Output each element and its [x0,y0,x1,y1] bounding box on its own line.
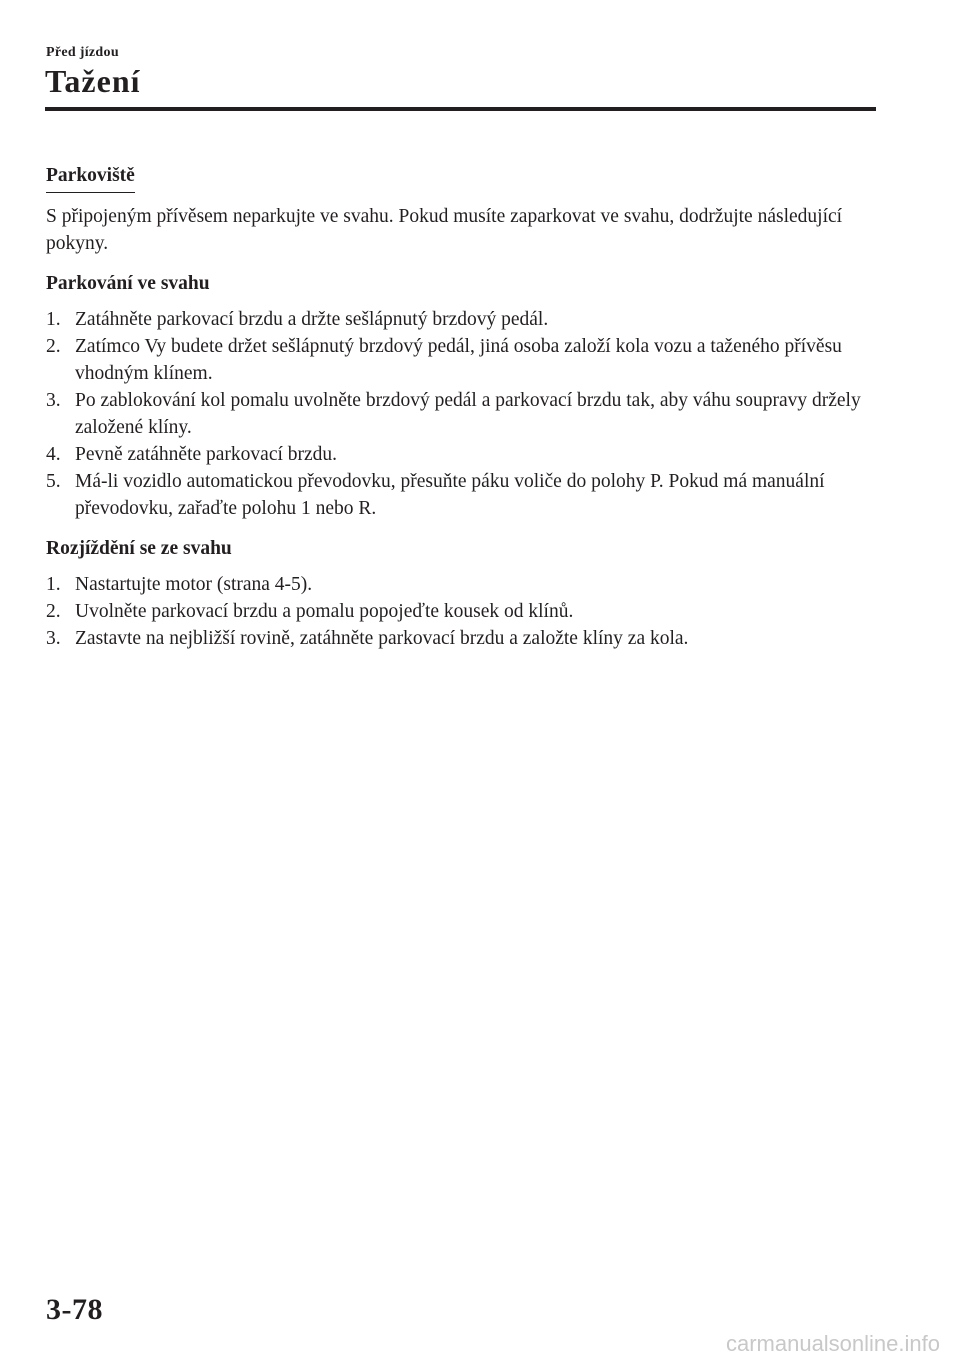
intro-paragraph: S připojeným přívěsem neparkujte ve svahu. Pokud musíte zaparkovat ve svahu, dodržujte následující pokyny. [46,206,843,254]
starting-heading: Rozjíždění se ze svahu [46,538,232,559]
step-text: Nastartujte motor (strana 4-5). [75,574,313,595]
main-content [46,162,876,652]
list-item [46,625,876,652]
starting-steps-list [46,571,876,652]
page-title: Tažení [45,63,141,99]
step-text: Zastavte na nejbližší rovině, zatáhněte parkovací brzdu a založte klíny za kola. [75,628,689,649]
step-number: 3. [46,628,61,649]
list-item [46,333,876,387]
parking-steps-list [46,306,876,522]
list-item [46,468,876,522]
step-number: 1. [46,309,61,330]
step-number: 5. [46,471,61,492]
step-text: Pevně zatáhněte parkovací brzdu. [75,444,338,465]
section-heading: Parkoviště [46,162,135,193]
step-number: 4. [46,444,61,465]
step-number: 3. [46,390,61,411]
chapter-label: Před jízdou [46,45,119,60]
list-item [46,598,876,625]
step-text: Zatáhněte parkovací brzdu a držte sešlápnutý brzdový pedál. [75,309,549,330]
step-text: Má-li vozidlo automatickou převodovku, přesuňte páku voliče do polohy P. Pokud má manuální převodovku, zařaďte polohu 1 nebo R. [75,471,825,519]
list-item [46,306,876,333]
page-number: 3-78 [46,1293,103,1326]
title-divider [45,107,876,111]
step-text: Zatímco Vy budete držet sešlápnutý brzdový pedál, jiná osoba založí kola vozu a taženého přívěsu vhodným klínem. [75,336,842,384]
watermark: carmanualsonline.info [725,1331,940,1356]
list-item [46,571,876,598]
list-item [46,441,876,468]
step-number: 2. [46,601,61,622]
step-text: Uvolněte parkovací brzdu a pomalu popojeďte kousek od klínů. [75,601,574,622]
list-item [46,387,876,441]
step-number: 2. [46,336,61,357]
step-text: Po zablokování kol pomalu uvolněte brzdový pedál a parkovací brzdu tak, aby váhu soupravy držely založené klíny. [75,390,861,438]
step-number: 1. [46,574,61,595]
parking-heading: Parkování ve svahu [46,273,210,294]
